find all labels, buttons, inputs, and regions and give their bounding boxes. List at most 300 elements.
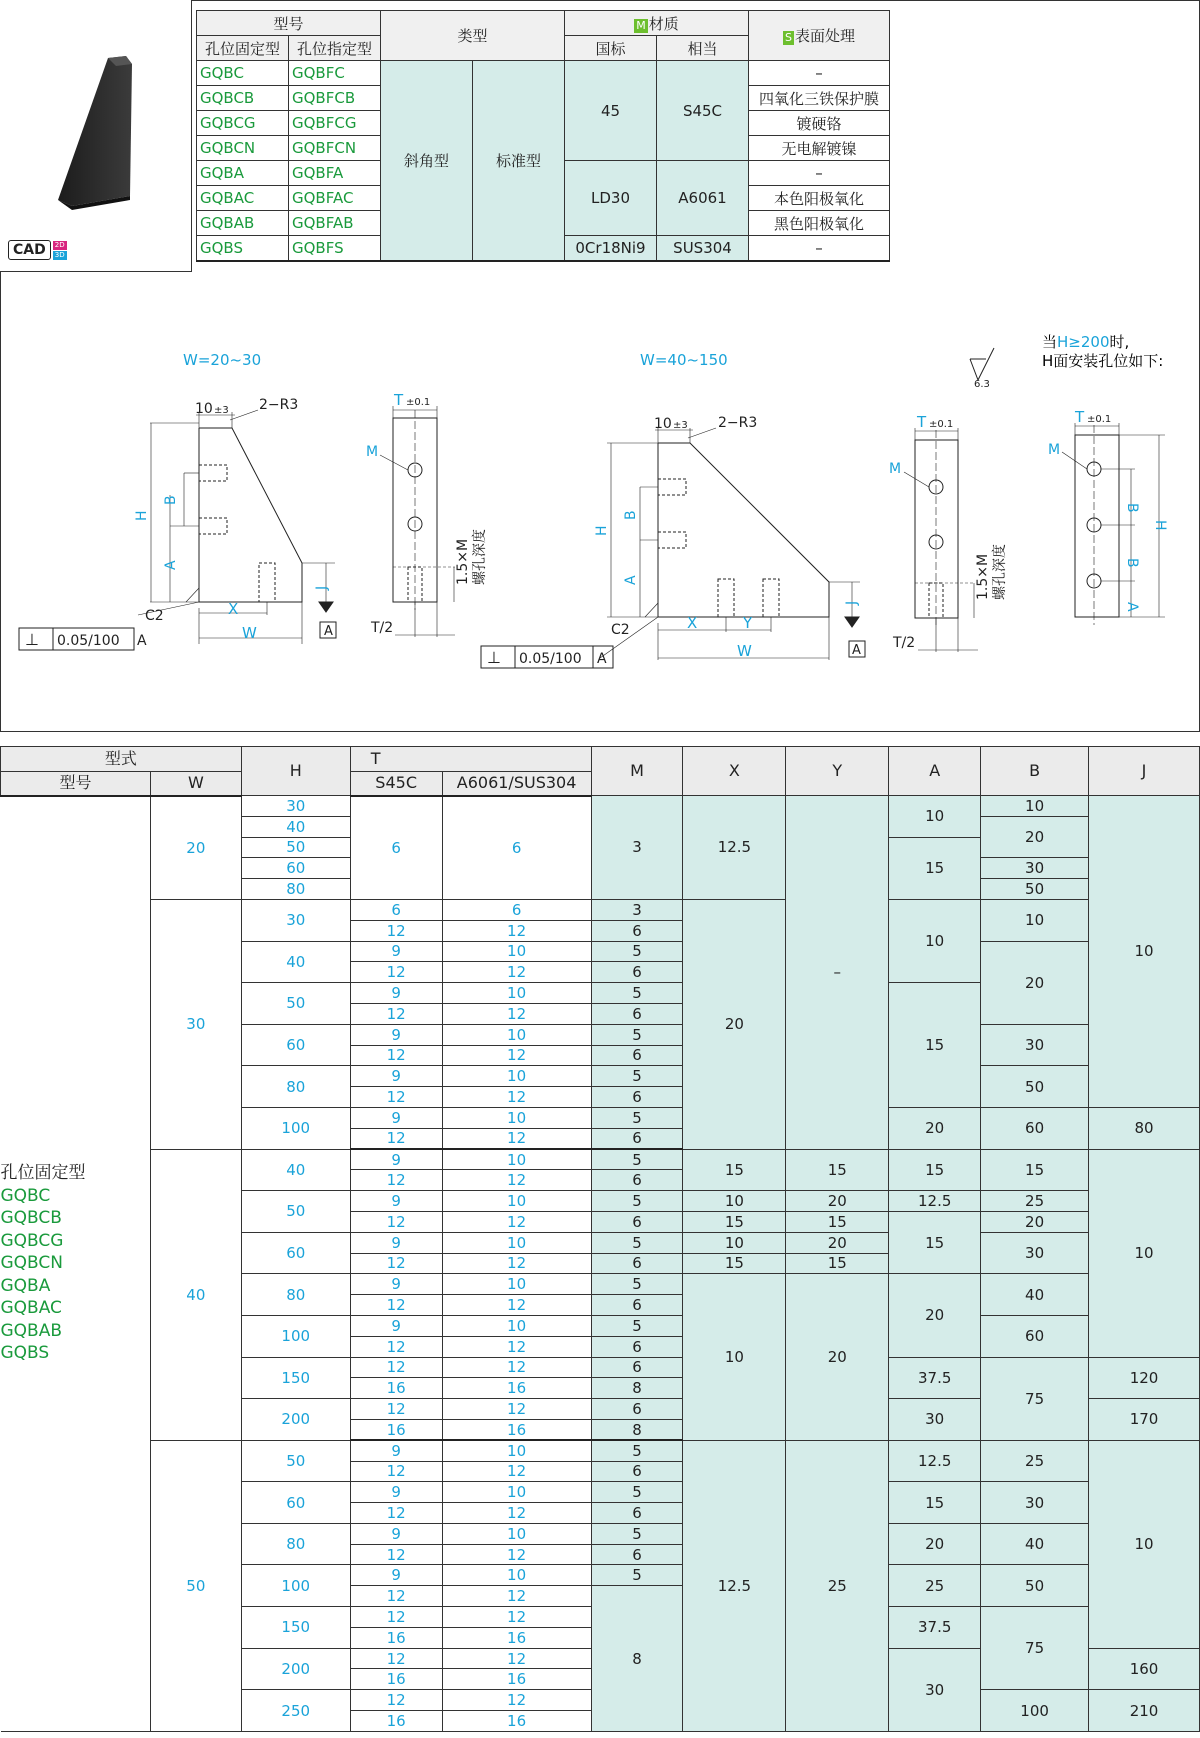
header-a: A [889,747,981,796]
dimension-table [0,746,1200,1732]
material-title: 材质 [648,14,679,33]
dim-pm01: ±0.1 [406,397,431,408]
m-value: 6 [591,1170,683,1191]
w-range-2: W=40~150 [640,351,728,369]
m-value: 6 [591,1399,683,1420]
b-value: 15 [981,1149,1089,1191]
model-specified[interactable]: GQBFA [289,161,381,186]
surface-title: 表面处理 [794,27,855,45]
b-value: 75 [981,1357,1089,1440]
model-list-title: 孔位固定型 [0,1163,86,1184]
model-specified[interactable]: GQBFAB [289,211,381,236]
model-specified[interactable]: GQBFCB [289,86,381,111]
t-a6061: 12 [442,1087,591,1108]
dim-w: W [737,642,752,660]
b-value: 30 [981,1024,1089,1066]
m-value: 6 [591,1336,683,1357]
header-w: W [150,772,241,796]
model-item[interactable]: GQBAC [0,1298,62,1319]
dim-c2: C2 [611,622,630,638]
a-value: 37.5 [889,1607,981,1649]
header-t: T [350,747,591,772]
dim-10: 10 [654,416,672,432]
a-value: 20 [889,1274,981,1357]
j-value: 120 [1089,1357,1200,1399]
model-specified[interactable]: GQBFCN [289,136,381,161]
t-s45c: 12 [350,1128,442,1149]
b-value: 60 [981,1107,1089,1149]
t-a6061: 12 [442,1045,591,1066]
header-h: H [241,747,350,796]
b-value: 60 [981,1315,1089,1357]
t-a6061: 16 [442,1419,591,1440]
b-value: 25 [981,1191,1089,1212]
t-s45c: 12 [350,1357,442,1378]
a-value: 15 [889,837,981,899]
spec-header-specified: 孔位指定型 [289,36,381,61]
note-line-1: 当H≥200时, [1042,333,1130,351]
surface-tag: S [785,31,792,44]
technical-drawing [0,280,1200,730]
m-value: 5 [591,1482,683,1503]
m-value: 6 [591,1003,683,1024]
m-value: 6 [591,1253,683,1274]
t-s45c: 9 [350,1191,442,1212]
t-s45c: 12 [350,1461,442,1482]
type-standard: 标准型 [473,61,565,261]
model-specified[interactable]: GQBFS [289,236,381,261]
t-a6061: 12 [442,1607,591,1628]
header-b: B [981,747,1089,796]
t-a6061: 12 [442,1648,591,1669]
y-value: 25 [786,1440,889,1731]
t-a6061: 16 [442,1711,591,1732]
h-value: 50 [241,1191,350,1233]
t-s45c: 9 [350,983,442,1004]
t-a6061: 12 [442,1586,591,1607]
t-s45c: 9 [350,1024,442,1045]
y-value: 15 [786,1253,889,1274]
a-value: 10 [889,796,981,838]
x-value: 12.5 [683,796,786,900]
h-value: 80 [241,879,350,900]
t-s45c: 12 [350,1253,442,1274]
model-fixed[interactable]: GQBCG [197,111,289,136]
model-fixed[interactable]: GQBS [197,236,289,261]
t-a6061: 10 [442,1274,591,1295]
x-value: 10 [683,1232,786,1253]
t-s45c: 16 [350,1711,442,1732]
header-a6061: A6061/SUS304 [442,772,591,796]
dim-x: X [228,600,239,618]
t-s45c: 12 [350,1503,442,1524]
m-value: 6 [591,1045,683,1066]
model-item[interactable]: GQBA [0,1275,51,1296]
header-m: M [591,747,683,796]
j-value: 160 [1089,1648,1200,1690]
m-value: 6 [591,1461,683,1482]
m-value: 5 [591,1523,683,1544]
m-value: 5 [591,1565,683,1586]
dim-a: A [623,575,639,585]
model-fixed[interactable]: GQBC [197,61,289,86]
m-value: 6 [591,1211,683,1232]
material-equiv: S45C [657,61,749,161]
dim-depth-1: 1.5×M [975,553,991,600]
surface-value: 无电解镀镍 [749,136,890,161]
w-value: 40 [150,1149,241,1440]
tol-datum: A [597,651,607,667]
header-x: X [683,747,786,796]
cad-badge[interactable] [8,240,67,260]
surface-value: – [749,61,890,86]
spec-header-type: 类型 [381,11,565,61]
t-a6061: 12 [442,1357,591,1378]
model-specified[interactable]: GQBFCG [289,111,381,136]
h-value: 50 [241,983,350,1025]
t-s45c: 9 [350,1565,442,1586]
a-value: 30 [889,1399,981,1441]
tol-datum: A [137,633,147,649]
model-item[interactable]: GQBCB [0,1208,62,1229]
h-value: 150 [241,1357,350,1399]
model-item[interactable]: GQBC [0,1185,51,1206]
dim-depth-2: 螺孔深度 [472,529,488,585]
x-value: 15 [683,1149,786,1191]
j-value: 170 [1089,1399,1200,1441]
dim-h: H [1152,520,1168,531]
y-value: 15 [786,1211,889,1232]
a-value: 20 [889,1107,981,1149]
m-value: 3 [591,899,683,920]
t-a6061: 10 [442,1149,591,1170]
dim-h: H [594,525,610,536]
roughness-value: 6.3 [974,379,990,390]
spec-header-model: 型号 [197,11,381,36]
m-value: 5 [591,1274,683,1295]
a-value: 10 [889,899,981,982]
h-value: 40 [241,816,350,837]
x-value: 20 [683,899,786,1149]
datum-a: A [324,624,333,639]
t-s45c: 12 [350,1399,442,1420]
m-value: 5 [591,983,683,1004]
dim-10: 10 [195,401,213,417]
dim-a: A [163,560,179,570]
t-s45c: 9 [350,1149,442,1170]
h-value: 60 [241,1024,350,1066]
header-y: Y [786,747,889,796]
t-s45c: 12 [350,1336,442,1357]
material-equiv: SUS304 [657,236,749,261]
t-s45c: 12 [350,1607,442,1628]
t-a6061: 12 [442,1544,591,1565]
dim-w: W [242,624,257,642]
b-value: 100 [981,1690,1089,1732]
t-s45c: 9 [350,1482,442,1503]
model-item[interactable]: GQBCN [0,1253,64,1274]
dim-m: M [1048,442,1061,458]
t-a6061: 6 [442,899,591,920]
datum-a: A [852,643,861,658]
h-value: 50 [241,1440,350,1482]
model-specified[interactable]: GQBFC [289,61,381,86]
t-s45c: 12 [350,1544,442,1565]
dim-pm01: ±0.1 [1087,414,1112,425]
model-list [1,796,151,1732]
t-s45c: 12 [350,1003,442,1024]
b-value: 10 [981,899,1089,941]
h-value: 200 [241,1648,350,1690]
t-a6061: 16 [442,1627,591,1648]
tol-value: 0.05/100 [57,633,120,649]
dim-t: T [917,413,927,431]
dim-pm3: ±3 [214,405,229,416]
m-value: 5 [591,1107,683,1128]
view-2-side [481,428,865,668]
dim-t2: T/2 [371,620,394,636]
header-s45c: S45C [350,772,442,796]
h-value: 150 [241,1607,350,1649]
t-a6061: 12 [442,1128,591,1149]
t-s45c: 12 [350,1087,442,1108]
x-value: 15 [683,1211,786,1232]
dim-j: J [844,600,860,605]
x-value: 12.5 [683,1440,786,1731]
h-value: 250 [241,1690,350,1732]
model-item[interactable]: GQBS [0,1343,50,1364]
header-model: 型号 [1,772,151,796]
a-value: 25 [889,1565,981,1607]
m-value: 5 [591,1191,683,1212]
model-item[interactable]: GQBCG [0,1230,64,1251]
b-value: 50 [981,1565,1089,1607]
t-a6061: 10 [442,1191,591,1212]
j-value: 10 [1089,1149,1200,1357]
j-value: 80 [1089,1107,1200,1149]
t-a6061: 6 [442,796,591,900]
y-value: 20 [786,1232,889,1253]
view-2-front [904,348,994,652]
model-fixed[interactable]: GQBAB [197,211,289,236]
material-equiv: A6061 [657,161,749,236]
dim-b: B [1124,503,1140,513]
m-value: 8 [591,1378,683,1399]
t-a6061: 10 [442,1107,591,1128]
j-value: 10 [1089,796,1200,1108]
t-a6061: 12 [442,1336,591,1357]
t-s45c: 12 [350,920,442,941]
t-s45c: 16 [350,1627,442,1648]
h-value: 200 [241,1399,350,1441]
tol-value: 0.05/100 [519,651,582,667]
t-a6061: 10 [442,1440,591,1461]
spec-header-gb: 国标 [565,36,657,61]
material-gb: LD30 [565,161,657,236]
dim-c2: C2 [145,608,164,624]
b-value: 50 [981,1066,1089,1108]
dim-b: B [623,510,639,520]
spec-header-equiv: 相当 [657,36,749,61]
m-value: 3 [591,796,683,900]
model-fixed[interactable]: GQBA [197,161,289,186]
view-1-front [380,406,455,637]
b-value: 75 [981,1607,1089,1690]
model-specified[interactable]: GQBFAC [289,186,381,211]
view-1-side [19,410,336,650]
y-value: 15 [786,1149,889,1191]
t-s45c: 12 [350,1170,442,1191]
m-value: 5 [591,1149,683,1170]
t-s45c: 9 [350,1523,442,1544]
note-line-2: H面安装孔位如下: [1042,352,1164,370]
t-a6061: 10 [442,983,591,1004]
a-value: 15 [889,1211,981,1273]
h-value: 80 [241,1274,350,1316]
t-s45c: 12 [350,1690,442,1711]
b-value: 30 [981,1232,1089,1274]
t-s45c: 9 [350,1440,442,1461]
b-value: 25 [981,1440,1089,1482]
t-s45c: 9 [350,1274,442,1295]
header-style: 型式 [1,747,242,772]
model-fixed[interactable]: GQBCB [197,86,289,111]
dim-t2: T/2 [893,635,916,651]
h-value: 40 [241,1149,350,1191]
h-value: 60 [241,1232,350,1274]
t-a6061: 12 [442,1399,591,1420]
t-a6061: 12 [442,962,591,983]
m-value: 5 [591,1440,683,1461]
m-value: 6 [591,1128,683,1149]
t-a6061: 10 [442,941,591,962]
cad-2d-label: 2D [54,240,65,249]
t-a6061: 12 [442,1295,591,1316]
h-value: 30 [241,796,350,817]
b-value: 40 [981,1523,1089,1565]
a-value: 15 [889,1149,981,1191]
m-value: 6 [591,1357,683,1378]
t-s45c: 16 [350,1669,442,1690]
dim-b: B [1124,558,1140,568]
w-range-1: W=20~30 [183,351,262,369]
material-gb: 45 [565,61,657,161]
a-value: 15 [889,983,981,1108]
h-value: 80 [241,1066,350,1108]
t-s45c: 6 [350,899,442,920]
h-value: 100 [241,1315,350,1357]
t-a6061: 12 [442,1503,591,1524]
dim-r3: 2−R3 [718,415,758,431]
dim-depth-2: 螺孔深度 [992,544,1008,600]
h-value: 100 [241,1565,350,1607]
model-fixed[interactable]: GQBAC [197,186,289,211]
cad-3d-label: 3D [54,250,65,259]
perp-symbol: ⊥ [487,648,501,667]
t-s45c: 16 [350,1378,442,1399]
model-item[interactable]: GQBAB [0,1320,63,1341]
dim-pm01: ±0.1 [929,419,954,430]
t-s45c: 12 [350,962,442,983]
a-value: 15 [889,1482,981,1524]
h-value: 50 [241,837,350,858]
dim-x: X [687,614,698,632]
t-s45c: 12 [350,1211,442,1232]
t-a6061: 10 [442,1482,591,1503]
t-a6061: 12 [442,1003,591,1024]
spec-table [196,10,890,262]
a-value: 12.5 [889,1191,981,1212]
dim-depth-1: 1.5×M [455,538,471,585]
m-value: 8 [591,1586,683,1732]
model-fixed[interactable]: GQBCN [197,136,289,161]
b-value: 30 [981,1482,1089,1524]
m-value: 6 [591,1295,683,1316]
t-a6061: 12 [442,920,591,941]
j-value: 210 [1089,1690,1200,1732]
material-tag: M [636,18,646,32]
dim-t: T [1075,408,1085,426]
t-a6061: 10 [442,1565,591,1586]
b-value: 20 [981,816,1089,858]
dim-m: M [889,461,902,477]
header-j: J [1089,747,1200,796]
w-value: 50 [150,1440,241,1731]
material-gb: 0Cr18Ni9 [565,236,657,261]
t-s45c: 9 [350,941,442,962]
dim-a: A [1124,602,1140,612]
w-value: 20 [150,796,241,900]
m-value: 6 [591,920,683,941]
t-s45c: 9 [350,1315,442,1336]
b-value: 20 [981,941,1089,1024]
t-s45c: 12 [350,1045,442,1066]
h-value: 60 [241,1482,350,1524]
a-value: 20 [889,1523,981,1565]
b-value: 20 [981,1211,1089,1232]
t-a6061: 16 [442,1669,591,1690]
dim-r3: 2−R3 [259,397,299,413]
dim-t: T [394,391,404,409]
t-s45c: 9 [350,1232,442,1253]
m-value: 6 [591,1087,683,1108]
a-value: 37.5 [889,1357,981,1399]
m-value: 5 [591,941,683,962]
surface-value: 四氧化三铁保护膜 [749,86,890,111]
t-a6061: 12 [442,1253,591,1274]
h-value: 80 [241,1523,350,1565]
t-a6061: 12 [442,1690,591,1711]
h-value: 30 [241,899,350,941]
t-s45c: 12 [350,1586,442,1607]
y-value: 20 [786,1191,889,1212]
t-a6061: 10 [442,1066,591,1087]
h-value: 40 [241,941,350,983]
j-value: 10 [1089,1440,1200,1648]
a-value: 30 [889,1648,981,1731]
h-value: 60 [241,858,350,879]
b-value: 30 [981,858,1089,879]
dim-pm3: ±3 [673,420,688,431]
surface-value: 镀硬铬 [749,111,890,136]
spec-header-material [565,11,749,36]
x-value: 15 [683,1253,786,1274]
surface-value: – [749,236,890,261]
t-a6061: 10 [442,1315,591,1336]
surface-value: 本色阳极氧化 [749,186,890,211]
dim-b: B [163,495,179,505]
b-value: 40 [981,1274,1089,1316]
